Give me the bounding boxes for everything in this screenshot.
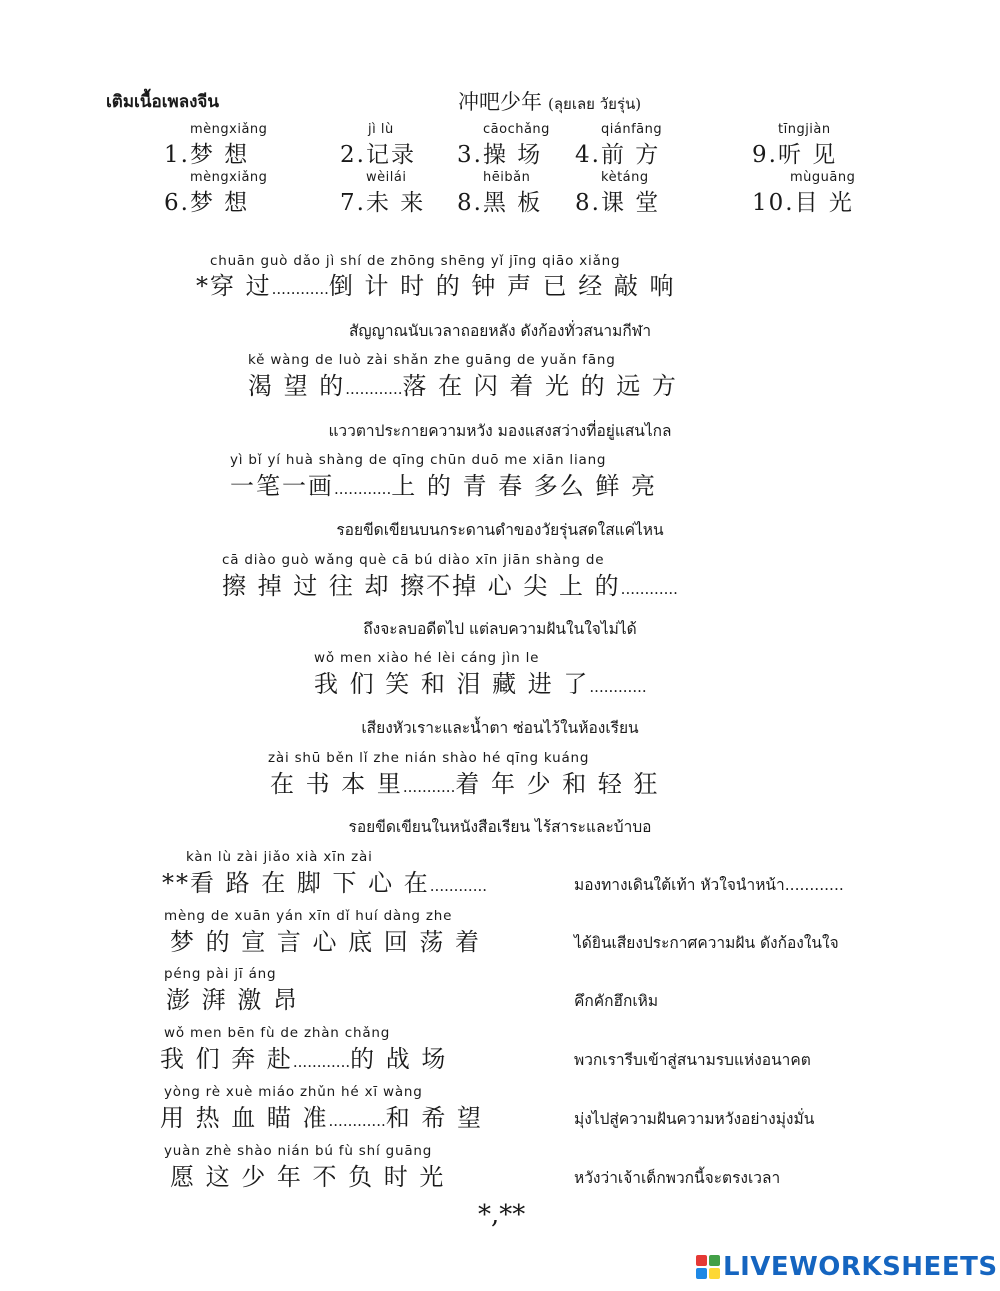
line-chinese: 梦 的 宣 言 心 底 回 荡 着 <box>170 928 482 956</box>
logo-grid-icon <box>696 1255 720 1279</box>
line-chinese: 愿 这 少 年 不 负 时 光 <box>170 1163 446 1191</box>
vocab-pinyin: wèilái <box>366 170 407 185</box>
vocab-pinyin: mùguāng <box>790 170 856 185</box>
answer-blank[interactable]: ............ <box>345 380 403 398</box>
answer-blank[interactable]: ............ <box>271 280 329 298</box>
vocab-word: 9.听 见 <box>752 142 838 168</box>
line-pinyin: wǒ men bēn fù de zhàn chǎng <box>164 1025 391 1041</box>
vocab-word: 1.梦 想 <box>164 142 250 168</box>
vocab-pinyin: mèngxiǎng <box>190 122 268 137</box>
song-title-chinese: 冲吧少年 <box>458 90 542 114</box>
verse-chinese: 在 书 本 里...........着 年 少 和 轻 狂 <box>270 770 660 798</box>
answer-blank[interactable]: ............ <box>429 877 487 895</box>
logo-text: LIVEWORKSHEETS <box>723 1252 998 1282</box>
verse-thai: แววตาประกายความหวัง มองแสงสว่างที่อยู่แสนไกล <box>328 422 672 440</box>
line-thai: หวังว่าเจ้าเด็กพวกนี้จะตรงเวลา <box>574 1169 781 1187</box>
line-pinyin: kàn lù zài jiǎo xià xīn zài <box>186 849 373 865</box>
verse-thai: รอยขีดเขียนในหนังสือเรียน ไร้สาระและบ้าบอ <box>348 818 652 836</box>
line-thai: มุ่งไปสู่ความฝันความหวังอย่างมุ่งมั่น <box>574 1110 815 1128</box>
answer-blank[interactable]: ............ <box>589 678 647 696</box>
verse-chinese: 渴 望 的............落 在 闪 着 光 的 远 方 <box>248 372 678 400</box>
verse-thai: ถึงจะลบอดีตไป แต่ลบความฝันในใจไม่ได้ <box>363 620 637 638</box>
line-chinese: 用 热 血 瞄 准............和 希 望 <box>160 1104 483 1132</box>
verse-chinese: 一笔一画............上 的 青 春 多么 鲜 亮 <box>230 472 657 500</box>
vocab-word: 4.前 方 <box>575 142 661 168</box>
vocab-word: 6.梦 想 <box>164 190 250 216</box>
verse-chinese: 我 们 笑 和 泪 藏 进 了............ <box>314 670 647 698</box>
line-pinyin: yòng rè xuè miáo zhǔn hé xī wàng <box>164 1084 423 1100</box>
line-thai: ได้ยินเสียงประกาศความฝัน ดังก้องในใจ <box>574 934 839 952</box>
line-pinyin: péng pài jī áng <box>164 966 277 982</box>
answer-blank[interactable]: ............ <box>620 580 678 598</box>
line-chinese: 我 们 奔 赴............的 战 场 <box>160 1045 448 1073</box>
verse-pinyin: zài shū běn lǐ zhe nián shào hé qīng kuáng <box>268 750 590 766</box>
line-pinyin: yuàn zhè shào nián bú fù shí guāng <box>164 1143 433 1159</box>
line-thai: มองทางเดินใต้เท้า หัวใจนำหน้า............ <box>574 876 844 894</box>
song-title <box>458 86 641 116</box>
line-thai: คึกคักฮึกเหิม <box>574 992 659 1010</box>
verse-chinese: *穿 过............倒 计 时 的 钟 声 已 经 敲 响 <box>196 272 676 300</box>
line-chinese: **看 路 在 脚 下 心 在............ <box>162 869 487 897</box>
vocab-word: 10.目 光 <box>752 190 854 216</box>
worksheet-heading: เติมเนื้อเพลงจีน <box>106 92 220 112</box>
vocab-word: 7.未 来 <box>340 190 426 216</box>
vocab-word: 8.黑 板 <box>457 190 543 216</box>
vocab-pinyin: kètáng <box>601 170 649 185</box>
song-title-thai: (ลุยเลย วัยรุ่น) <box>548 95 642 113</box>
line-pinyin: mèng de xuān yán xīn dǐ huí dàng zhe <box>164 908 453 924</box>
answer-blank[interactable]: ............ <box>292 1053 351 1071</box>
liveworksheets-logo <box>696 1252 998 1282</box>
vocab-word: 8.课 堂 <box>575 190 661 216</box>
vocab-word: 2.记录 <box>340 142 416 168</box>
verse-pinyin: kě wàng de luò zài shǎn zhe guāng de yuǎn fāng <box>248 352 616 368</box>
vocab-pinyin: cāochǎng <box>483 122 550 137</box>
verse-thai: รอยขีดเขียนบนกระดานดำของวัยรุ่นสดใสแค่ไหน <box>336 521 664 539</box>
verse-thai: สัญญาณนับเวลาถอยหลัง ดังก้องทั่วสนามกีฬา <box>348 322 652 340</box>
verse-pinyin: cā diào guò wǎng què cā bú diào xīn jiān shàng de <box>222 552 605 568</box>
vocab-pinyin: tīngjiàn <box>778 122 831 137</box>
vocab-pinyin: hēibǎn <box>483 170 531 185</box>
answer-blank[interactable]: ............ <box>328 1112 386 1130</box>
line-thai: พวกเรารีบเข้าสู่สนามรบแห่งอนาคต <box>574 1051 811 1069</box>
footnote-marks: *,** <box>478 1200 526 1230</box>
vocab-pinyin: qiánfāng <box>601 122 663 137</box>
verse-pinyin: wǒ men xiào hé lèi cáng jìn le <box>314 650 540 666</box>
answer-blank[interactable]: ........... <box>402 778 456 796</box>
vocab-word: 3.操 场 <box>457 142 543 168</box>
verse-pinyin: chuān guò dǎo jì shí de zhōng shēng yǐ jīng qiāo xiǎng <box>210 253 621 269</box>
vocab-pinyin: mèngxiǎng <box>190 170 268 185</box>
vocab-pinyin: jì lù <box>368 122 394 137</box>
verse-pinyin: yì bǐ yí huà shàng de qīng chūn duō me xiān liang <box>230 452 607 468</box>
line-chinese: 澎 湃 激 昂 <box>166 986 299 1014</box>
answer-blank[interactable]: ............ <box>334 480 392 498</box>
verse-chinese: 擦 掉 过 往 却 擦不掉 心 尖 上 的............ <box>222 572 678 600</box>
verse-thai: เสียงหัวเราะและน้ำตา ซ่อนไว้ในห้องเรียน <box>361 719 639 737</box>
